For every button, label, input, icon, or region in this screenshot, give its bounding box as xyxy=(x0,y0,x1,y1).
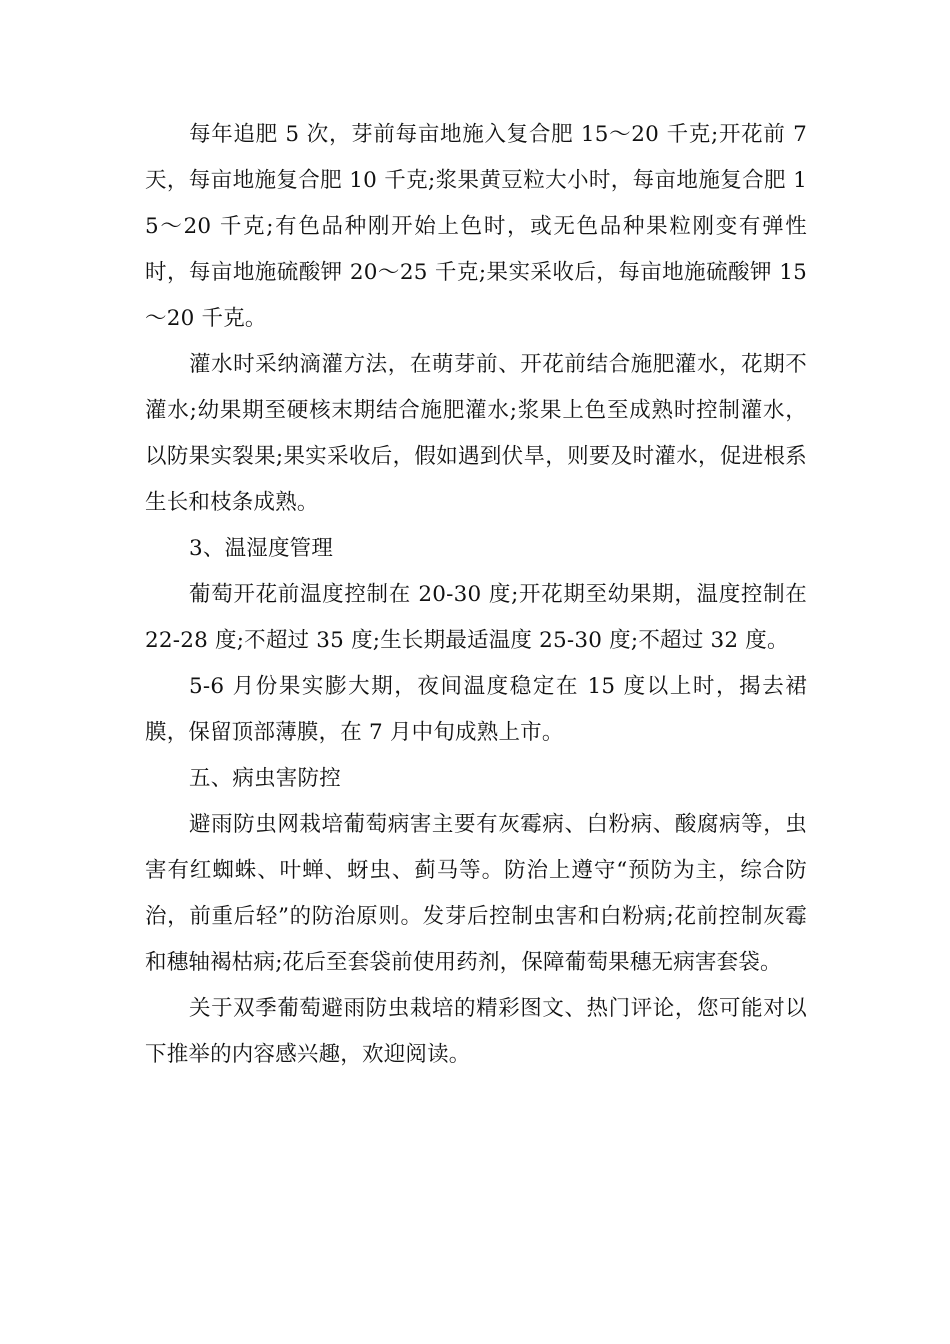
section-heading-pest-control: 五、病虫害防控 xyxy=(189,766,341,791)
paragraph-temperature-control: 葡萄开花前温度控制在 20-30 度;开花期至幼果期，温度控制在 22-28 度;不超过 35 度;生长期最适温度 25-30 度;不超过 32 度。 xyxy=(145,582,807,653)
paragraph-fertilizing: 每年追肥 5 次，芽前每亩地施入复合肥 15～20 千克;开花前 7 天，每亩地施复合肥 10 千克;浆果黄豆粒大小时，每亩地施复合肥 15～20 千克;有色品种刚开始上色时，或无色品种果粒刚变有弹性时，每亩地施硫酸钾 20～25 千克;果实采收后，每亩地施硫酸钾 15～20 千克。 xyxy=(145,122,807,331)
section-heading-temperature-humidity: 3、温湿度管理 xyxy=(189,536,334,561)
paragraph-disease-pests: 避雨防虫网栽培葡萄病害主要有灰霉病、白粉病、酸腐病等，虫害有红蜘蛛、叶蝉、蚜虫、蓟马等。防治上遵守“预防为主，综合防治，前重后轻”的防治原则。发芽后控制虫害和白粉病;花前控制灰霉和穗轴褐枯病;花后至套袋前使用药剂，保障葡萄果穗无病害套袋。 xyxy=(145,812,807,975)
paragraph-irrigation: 灌水时采纳滴灌方法，在萌芽前、开花前结合施肥灌水，花期不灌水;幼果期至硬核末期结合施肥灌水;浆果上色至成熟时控制灌水，以防果实裂果;果实采收后，假如遇到伏旱，则要及时灌水，促进根系生长和枝条成熟。 xyxy=(145,352,807,515)
document-body xyxy=(145,112,807,1078)
paragraph-fruit-expansion: 5-6 月份果实膨大期，夜间温度稳定在 15 度以上时，揭去裙膜，保留顶部薄膜，在 7 月中旬成熟上市。 xyxy=(145,674,807,745)
paragraph-recommendation: 关于双季葡萄避雨防虫栽培的精彩图文、热门评论，您可能对以下推举的内容感兴趣，欢迎阅读。 xyxy=(145,996,807,1067)
